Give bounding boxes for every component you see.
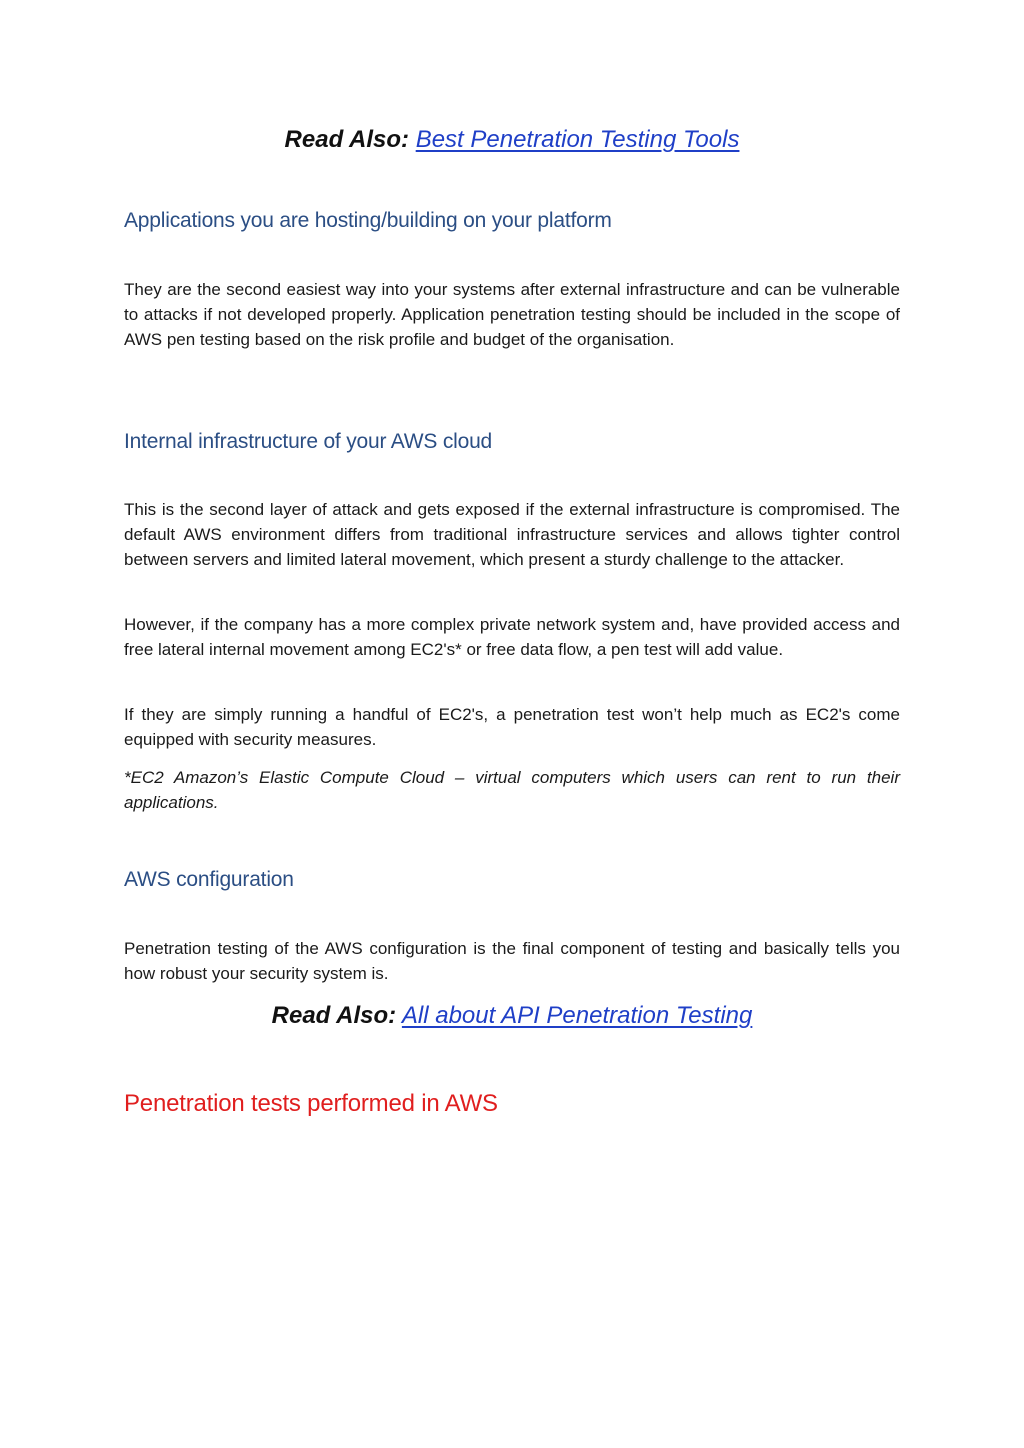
- paragraph-aws-configuration: Penetration testing of the AWS configuration is the final component of testing and basically tells you how robust your security system is.: [124, 939, 900, 983]
- heading-aws-configuration: AWS configuration: [124, 868, 294, 891]
- api-penetration-testing-link[interactable]: All about API Penetration Testing: [401, 1002, 753, 1029]
- heading-internal-infrastructure: Internal infrastructure of your AWS cloud: [124, 430, 493, 453]
- paragraph-applications: They are the second easiest way into your systems after external infrastructure and can be vulnerable to attacks if not developed properly. Application penetration testing should be included in the scope of AWS pen testing based on the risk profile and budget of the organisation.: [124, 280, 900, 349]
- read-also-label: Read Also:: [284, 126, 410, 153]
- footnote-ec2: *EC2 Amazon’s Elastic Compute Cloud – virtual computers which users can rent to run their applications.: [124, 768, 900, 812]
- best-penetration-testing-tools-link[interactable]: Best Penetration Testing Tools: [415, 126, 740, 153]
- paragraph-internal-ec2: If they are simply running a handful of EC2's, a penetration test won’t help much as EC2's come equipped with security measures.: [124, 705, 900, 749]
- paragraph-internal-network: However, if the company has a more complex private network system and, have provided access and free lateral internal movement among EC2's* or free data flow, a pen test will add value.: [124, 615, 900, 659]
- paragraph-internal-layer: This is the second layer of attack and gets exposed if the external infrastructure is compromised. The default AWS environment differs from traditional infrastructure services and allows tighter control between servers and limited lateral movement, which present a sturdy challenge to the attacker.: [124, 500, 900, 569]
- read-also-best-tools: [0, 125, 1024, 155]
- read-also-api-testing: [0, 1001, 1024, 1031]
- heading-penetration-tests-aws: Penetration tests performed in AWS: [124, 1090, 498, 1117]
- read-also-label: Read Also:: [271, 1002, 397, 1029]
- heading-applications: Applications you are hosting/building on your platform: [124, 209, 612, 232]
